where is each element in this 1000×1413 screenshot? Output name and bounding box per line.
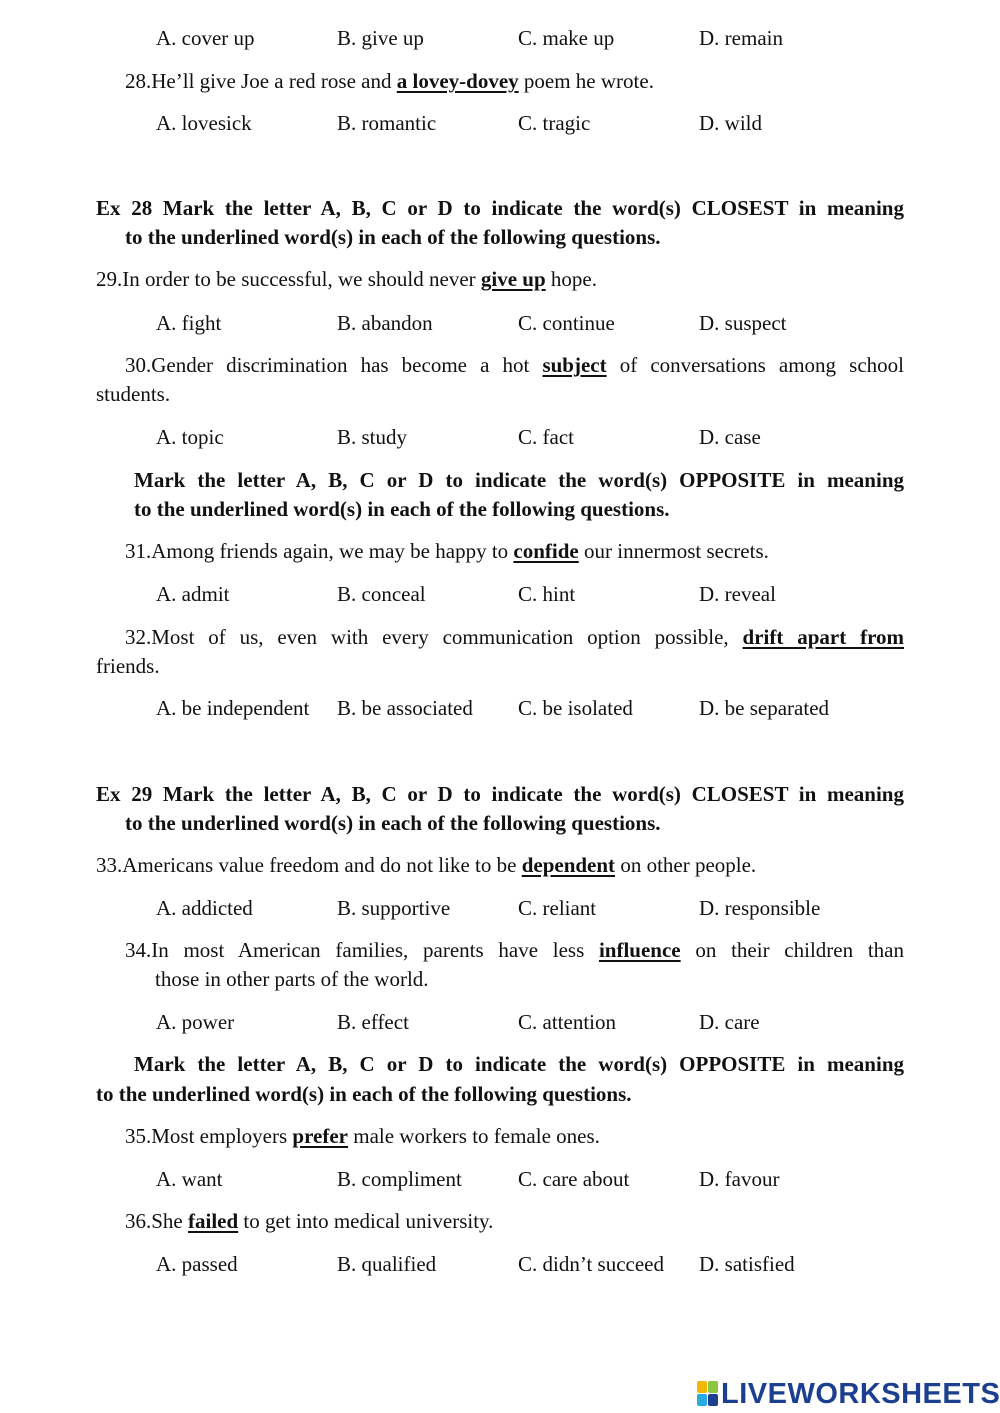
q33-question [96, 852, 756, 878]
ex28-heading: Ex 28 Mark the letter A, B, C or D to indicate the word(s) CLOSEST in meaning [96, 196, 904, 220]
q35-option-b[interactable]: B. compliment [337, 1167, 462, 1191]
opposite-heading-1-line2: to the underlined word(s) in each of the following questions. [134, 497, 670, 521]
q31-options [0, 581, 1000, 607]
opposite-heading-1: Mark the letter A, B, C or D to indicate the word(s) OPPOSITE in meaning [134, 468, 904, 492]
q32-text-pre: Most of us, even with every communication option possible, [151, 625, 743, 649]
q31-option-d[interactable]: D. reveal [699, 582, 776, 606]
q27-option-d[interactable]: D. remain [699, 26, 783, 50]
q33-number: 33. [96, 853, 123, 877]
q33-text-pre: Americans value freedom and do not like to be [122, 853, 522, 877]
q36-option-b[interactable]: B. qualified [337, 1252, 437, 1276]
q29-option-a[interactable]: A. fight [156, 311, 222, 335]
q36-option-c[interactable]: C. didn’t succeed [518, 1252, 664, 1276]
q35-underlined: prefer [292, 1124, 348, 1148]
q33-options [0, 895, 1000, 921]
q29-option-c[interactable]: C. continue [518, 311, 615, 335]
q30-underlined: subject [542, 353, 607, 377]
q27-option-a[interactable]: A. cover up [156, 26, 255, 50]
q28-option-c[interactable]: C. tragic [518, 111, 591, 135]
q28-option-b[interactable]: B. romantic [337, 111, 437, 135]
q35-question [125, 1123, 600, 1149]
q34-question-cont: those in other parts of the world. [155, 967, 429, 991]
q36-option-d[interactable]: D. satisfied [699, 1252, 795, 1276]
q33-option-c[interactable]: C. reliant [518, 896, 597, 920]
q36-options [0, 1251, 1000, 1277]
q33-option-d[interactable]: D. responsible [699, 896, 821, 920]
q29-options [0, 310, 1000, 336]
q30-text-pre: Gender discrimination has become a hot [151, 353, 543, 377]
q36-text-pre: She [151, 1209, 188, 1233]
q35-options [0, 1166, 1000, 1192]
q30-option-a[interactable]: A. topic [156, 425, 224, 449]
q29-number: 29. [96, 267, 123, 291]
q28-number: 28. [125, 69, 152, 93]
q30-option-b[interactable]: B. study [337, 425, 408, 449]
q32-option-d[interactable]: D. be separated [699, 696, 830, 720]
q29-option-d[interactable]: D. suspect [699, 311, 787, 335]
q32-option-a[interactable]: A. be independent [156, 696, 310, 720]
q33-underlined: dependent [521, 853, 616, 877]
q30-question-cont: students. [96, 382, 171, 406]
q32-option-b[interactable]: B. be associated [337, 696, 473, 720]
q28-text-post: poem he wrote. [518, 69, 654, 93]
q32-underlined: drift apart from [742, 625, 904, 649]
q27-option-c[interactable]: C. make up [518, 26, 615, 50]
q30-option-d[interactable]: D. case [699, 425, 761, 449]
q36-underlined: failed [188, 1209, 239, 1233]
q31-number: 31. [125, 539, 152, 563]
q35-option-d[interactable]: D. favour [699, 1167, 780, 1191]
q29-option-b[interactable]: B. abandon [337, 311, 433, 335]
q29-question [96, 266, 597, 292]
q33-text-post: on other people. [615, 853, 757, 877]
q34-option-c[interactable]: C. attention [518, 1010, 616, 1034]
q32-options [0, 695, 1000, 721]
q34-text-pre: In most American families, parents have less [151, 938, 599, 962]
ex29-heading: Ex 29 Mark the letter A, B, C or D to indicate the word(s) CLOSEST in meaning [96, 782, 904, 806]
q31-option-b[interactable]: B. conceal [337, 582, 426, 606]
q35-number: 35. [125, 1124, 152, 1148]
q35-text-post: male workers to female ones. [347, 1124, 600, 1148]
q30-question [125, 352, 904, 378]
q33-option-a[interactable]: A. addicted [156, 896, 253, 920]
opposite-heading-2: Mark the letter A, B, C or D to indicate the word(s) OPPOSITE in meaning [134, 1052, 904, 1076]
q31-option-c[interactable]: C. hint [518, 582, 576, 606]
q27-options [0, 25, 1000, 51]
q30-text-post: of conversations among school [606, 353, 904, 377]
q30-number: 30. [125, 353, 152, 377]
q28-text-pre: He’ll give Joe a red rose and [151, 69, 397, 93]
q32-option-c[interactable]: C. be isolated [518, 696, 633, 720]
q36-option-a[interactable]: A. passed [156, 1252, 238, 1276]
q33-option-b[interactable]: B. supportive [337, 896, 451, 920]
q32-question-cont: friends. [96, 654, 160, 678]
q35-text-pre: Most employers [151, 1124, 293, 1148]
q31-option-a[interactable]: A. admit [156, 582, 230, 606]
q30-options [0, 424, 1000, 450]
q27-option-b[interactable]: B. give up [337, 26, 424, 50]
q34-underlined: influence [598, 938, 681, 962]
q34-text-post: on their children than [680, 938, 904, 962]
q34-options [0, 1009, 1000, 1035]
q31-question [125, 538, 769, 564]
q35-option-c[interactable]: C. care about [518, 1167, 630, 1191]
q28-underlined: a lovey-dovey [396, 69, 519, 93]
q29-underlined: give up [480, 267, 546, 291]
q35-option-a[interactable]: A. want [156, 1167, 223, 1191]
q34-option-b[interactable]: B. effect [337, 1010, 409, 1034]
q36-question [125, 1208, 493, 1234]
q28-option-d[interactable]: D. wild [699, 111, 762, 135]
q31-text-post: our innermost secrets. [578, 539, 769, 563]
q34-question [125, 937, 904, 963]
q34-option-d[interactable]: D. care [699, 1010, 760, 1034]
q31-text-pre: Among friends again, we may be happy to [151, 539, 514, 563]
q36-number: 36. [125, 1209, 152, 1233]
q28-options [0, 110, 1000, 136]
liveworksheets-logo [697, 1378, 1000, 1410]
q34-option-a[interactable]: A. power [156, 1010, 235, 1034]
q32-number: 32. [125, 625, 152, 649]
q34-number: 34. [125, 938, 152, 962]
ex29-heading-line2: to the underlined word(s) in each of the following questions. [125, 811, 661, 835]
liveworksheets-logo-text: LIVEWORKSHEETS [721, 1377, 1000, 1410]
q28-question [125, 68, 654, 94]
opposite-heading-2-line2: to the underlined word(s) in each of the following questions. [96, 1082, 632, 1106]
q32-question [125, 624, 904, 650]
q29-text-pre: In order to be successful, we should never [122, 267, 481, 291]
q30-option-c[interactable]: C. fact [518, 425, 574, 449]
liveworksheets-logo-icon [697, 1381, 719, 1407]
q31-underlined: confide [513, 539, 579, 563]
ex28-heading-line2: to the underlined word(s) in each of the following questions. [125, 225, 661, 249]
q28-option-a[interactable]: A. lovesick [156, 111, 252, 135]
q29-text-post: hope. [545, 267, 597, 291]
q36-text-post: to get into medical university. [238, 1209, 494, 1233]
